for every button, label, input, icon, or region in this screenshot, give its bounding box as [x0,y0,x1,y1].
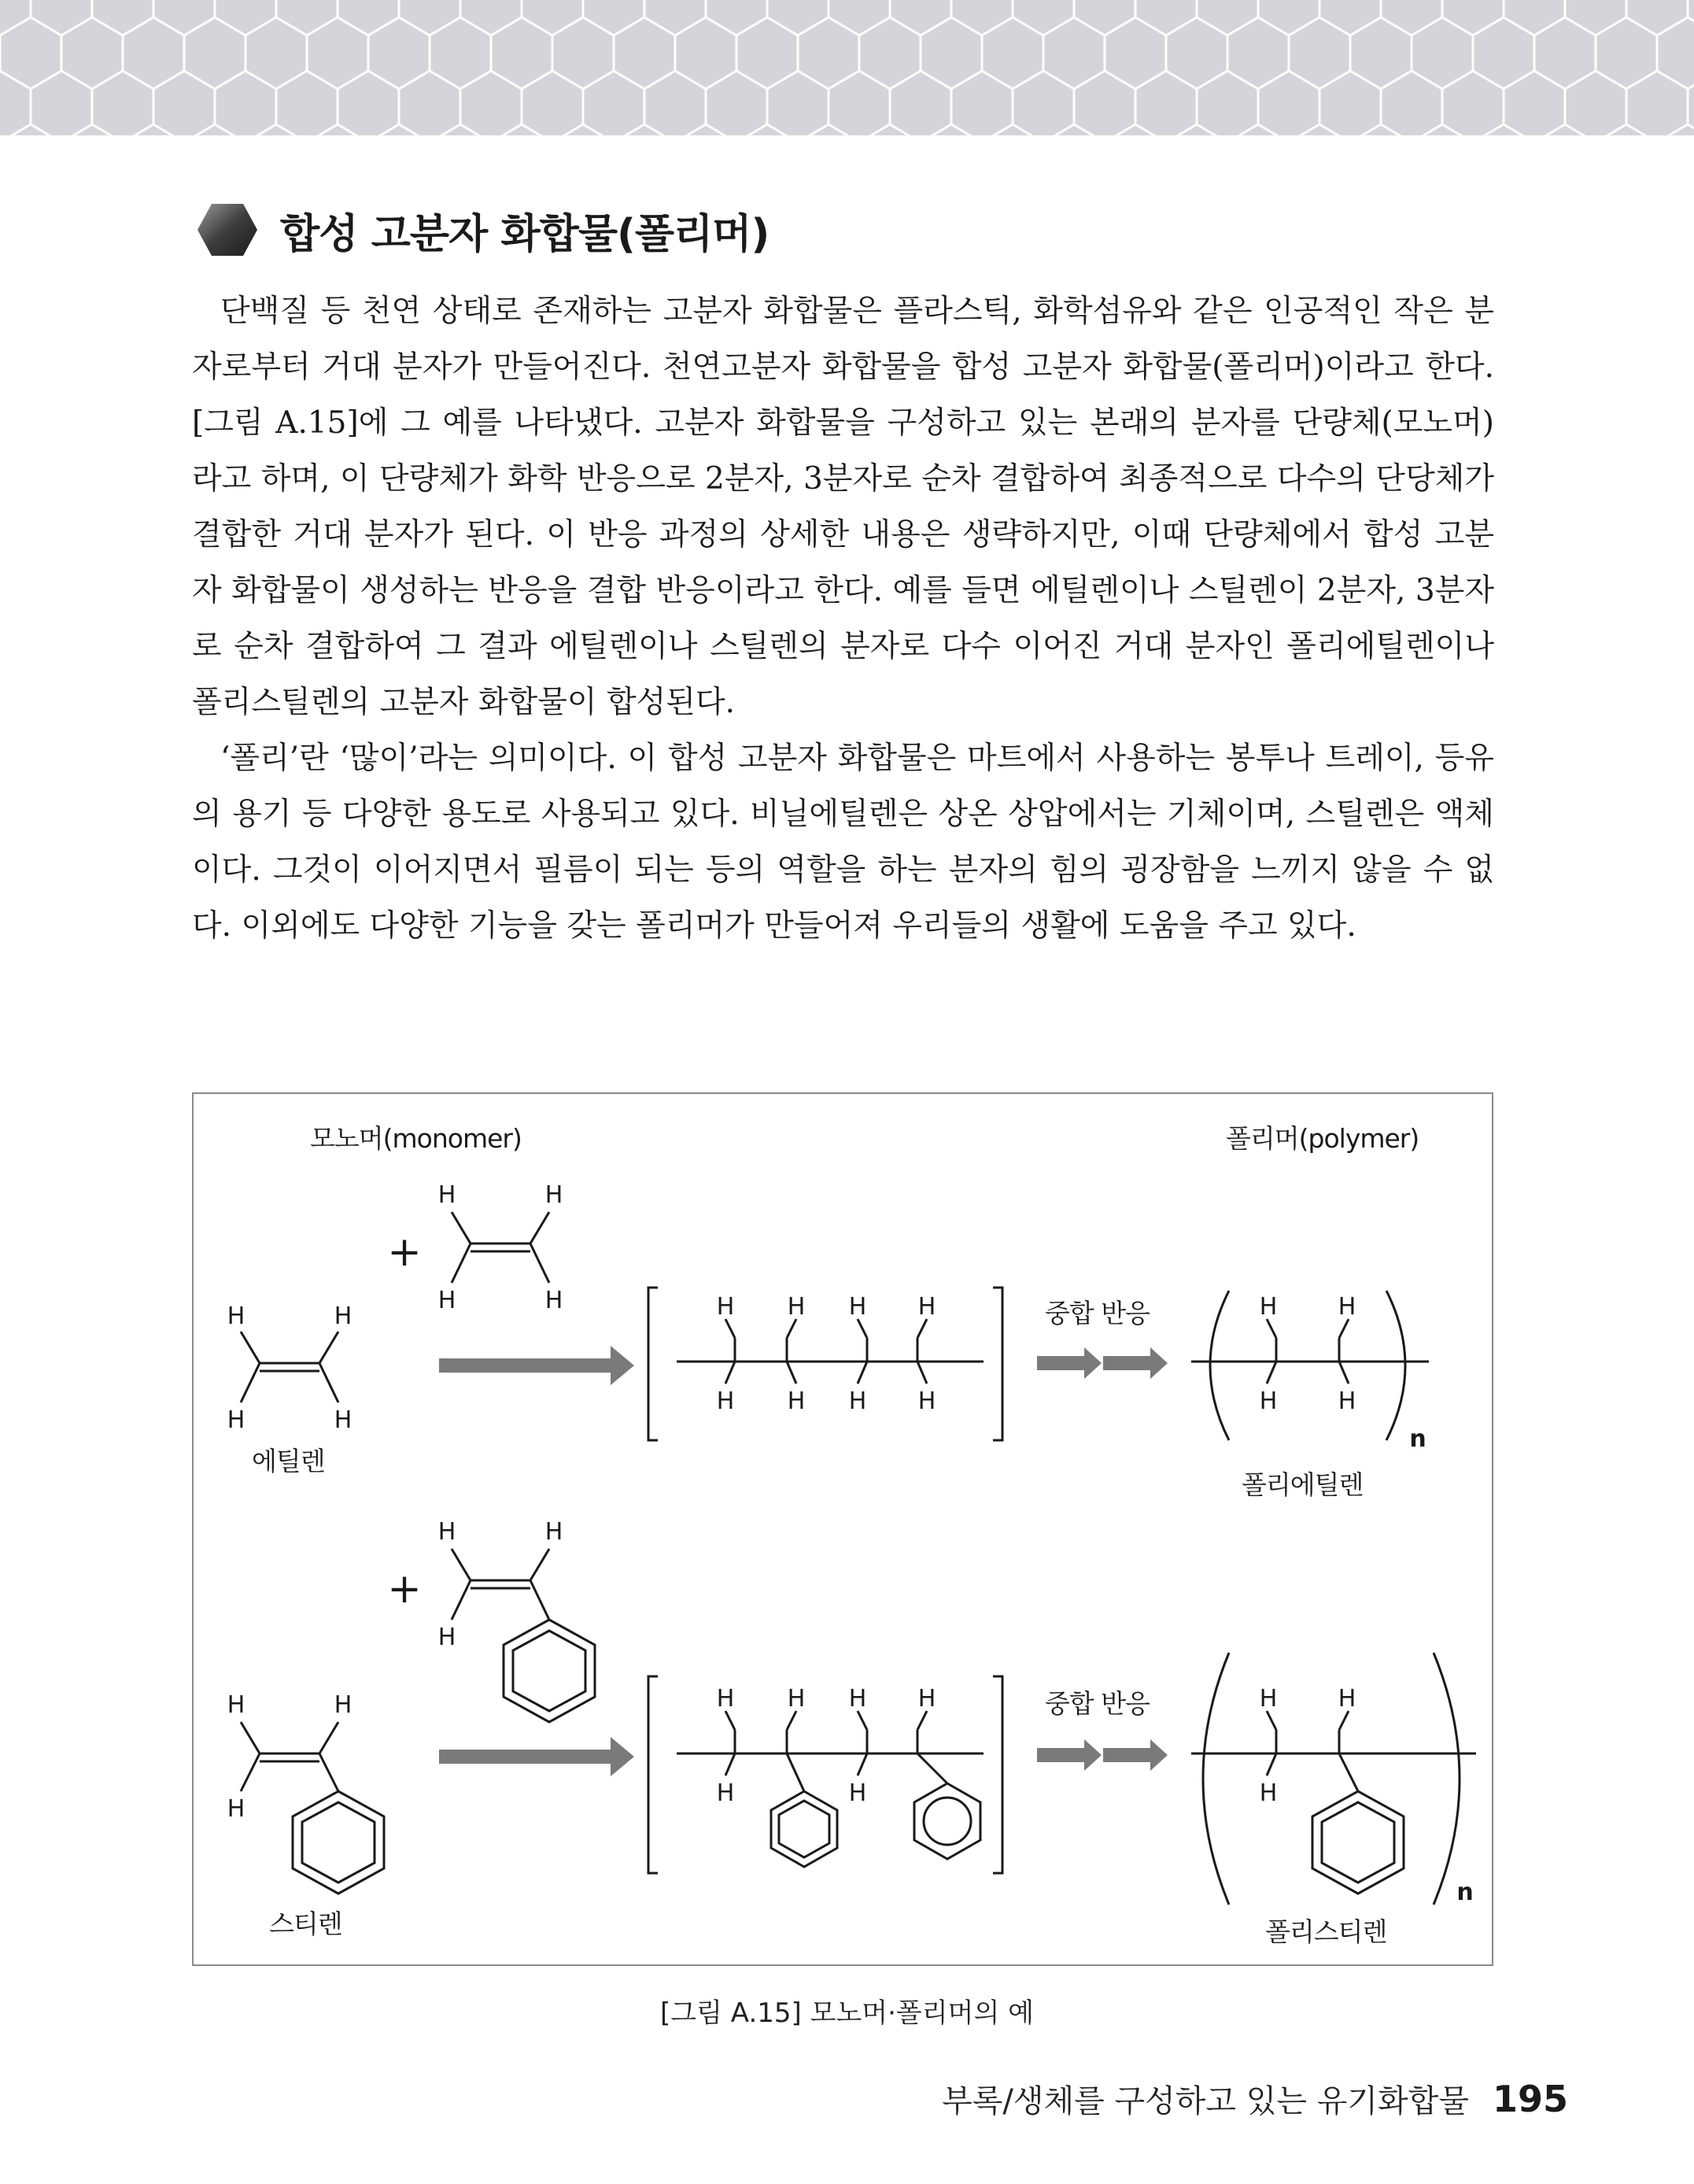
atom-h: H [227,1795,245,1823]
styrene-monomer-top [438,1518,595,1722]
polyethylene-structure [1191,1291,1429,1453]
section-title: 합성 고분자 화합물(폴리머) [280,210,769,258]
atom-h: H [848,1388,867,1415]
styrene-dimer-chain [648,1676,1002,1873]
running-title: 부록/생체를 구성하고 있는 유기화합물 [942,2083,1469,2119]
arrow-right-icon-head [611,1737,634,1776]
atom-h: H [227,1691,245,1719]
atom-h: H [1338,1293,1356,1321]
atom-h: H [544,1181,563,1209]
reaction-label-1: 중합 반응 [1045,1298,1150,1329]
atom-h: H [1259,1293,1278,1321]
atom-h: H [787,1388,806,1415]
atom-h: H [334,1406,352,1434]
atom-h: H [716,1779,735,1807]
page-number: 195 [1492,2078,1568,2120]
body-text [192,283,1494,954]
atom-h: H [848,1685,867,1713]
atom-h: H [1259,1388,1278,1415]
arrow-right-icon-head [611,1346,634,1385]
figure-diagram [194,1094,1495,1968]
atom-h: H [227,1303,245,1330]
figure-monomer-polymer [192,1092,1493,1966]
repeat-n: n [1409,1425,1426,1453]
hexagon-header-band [0,0,1694,135]
atom-h: H [334,1691,352,1719]
atom-h: H [544,1287,563,1314]
atom-h: H [1259,1685,1278,1713]
atom-h: H [437,1181,456,1209]
polymer-label: 폴리머(polymer) [1226,1123,1419,1154]
paragraph-2: ‘폴리’란 ‘많이’라는 의미이다. 이 합성 고분자 화합물은 마트에서 사용하는 봉투나 트레이, 등유의 용기 등 다양한 용도로 사용되고 있다. 비닐에틸렌은 상온 상압에서는 기체이며, 스틸렌은 액체이다. 그것이 이어지면서 필름이 되는 등의 역할을 하는 분자의 힘의 굉장함을 느끼지 않을 수 없다. 이외에도 다양한 기능을 갖는 폴리머가 만들어져 우리들의 생활에 도움을 주고 있다. [192,741,1494,944]
hexagon-bullet-icon [197,202,258,257]
atom-h: H [716,1293,735,1321]
atom-h: H [716,1685,735,1713]
atom-h: H [1338,1685,1356,1713]
styrene-label: 스티렌 [269,1909,342,1939]
atom-h: H [437,1287,456,1314]
atom-h: H [227,1406,245,1434]
atom-h: H [544,1518,563,1546]
atom-h: H [1259,1779,1278,1807]
polystyrene-label: 폴리스티렌 [1265,1916,1387,1947]
monomer-label: 모노머(monomer) [310,1123,522,1154]
plus-sign-2: + [387,1565,422,1613]
page-footer [942,2076,1568,2121]
atom-h: H [917,1388,936,1415]
ethylene-label: 에틸렌 [252,1446,325,1476]
atom-h: H [917,1293,936,1321]
atom-h: H [917,1685,936,1713]
atom-h: H [1338,1388,1356,1415]
double-arrow-icon [1037,1739,1168,1771]
repeat-n: n [1456,1879,1474,1906]
atom-h: H [437,1624,456,1651]
atom-h: H [437,1518,456,1546]
ethylene-monomer-top [438,1181,563,1314]
styrene-monomer [227,1691,384,1894]
atom-h: H [787,1685,806,1713]
atom-h: H [787,1293,806,1321]
polyethylene-label: 폴리에틸렌 [1242,1469,1364,1500]
double-arrow-icon [1037,1347,1168,1379]
atom-h: H [848,1779,867,1807]
section-heading [197,198,769,261]
atom-h: H [848,1293,867,1321]
paragraph-1: 단백질 등 천연 상태로 존재하는 고분자 화합물은 플라스틱, 화학섬유와 같은 인공적인 작은 분자로부터 거대 분자가 만들어진다. 천연고분자 화합물을 합성 고분자 화합물(폴리머)이라고 한다. [그림 A.15]에 그 예를 나타냈다. 고분자 화합물을 구성하고 있는 본래의 분자를 단량체(모노머)라고 하며, 이 단량체가 화학 반응으로 2분자, 3분자로 순차 결합하여 최종적으로 다수의 단당체가 결합한 거대 분자가 된다. 이 반응 과정의 상세한 내용은 생략하지만, 이때 단량체에서 합성 고분자 화합물이 생성하는 반응을 결합 반응이라고 한다. 예를 들면 에틸렌이나 스틸렌이 2분자, 3분자로 순차 결합하여 그 결과 에틸렌이나 스틸렌의 분자로 다수 이어진 거대 분자인 폴리에틸렌이나 폴리스틸렌의 고분자 화합물이 합성된다. [192,294,1494,720]
plus-sign-1: + [387,1229,422,1276]
reaction-label-2: 중합 반응 [1045,1688,1150,1719]
figure-caption: [그림 A.15] 모노머·폴리머의 예 [660,1997,1034,2029]
ethylene-monomer [227,1303,352,1434]
atom-h: H [716,1388,735,1415]
atom-h: H [334,1303,352,1330]
polystyrene-structure [1191,1653,1476,1906]
ethylene-dimer-chain [648,1288,1002,1440]
